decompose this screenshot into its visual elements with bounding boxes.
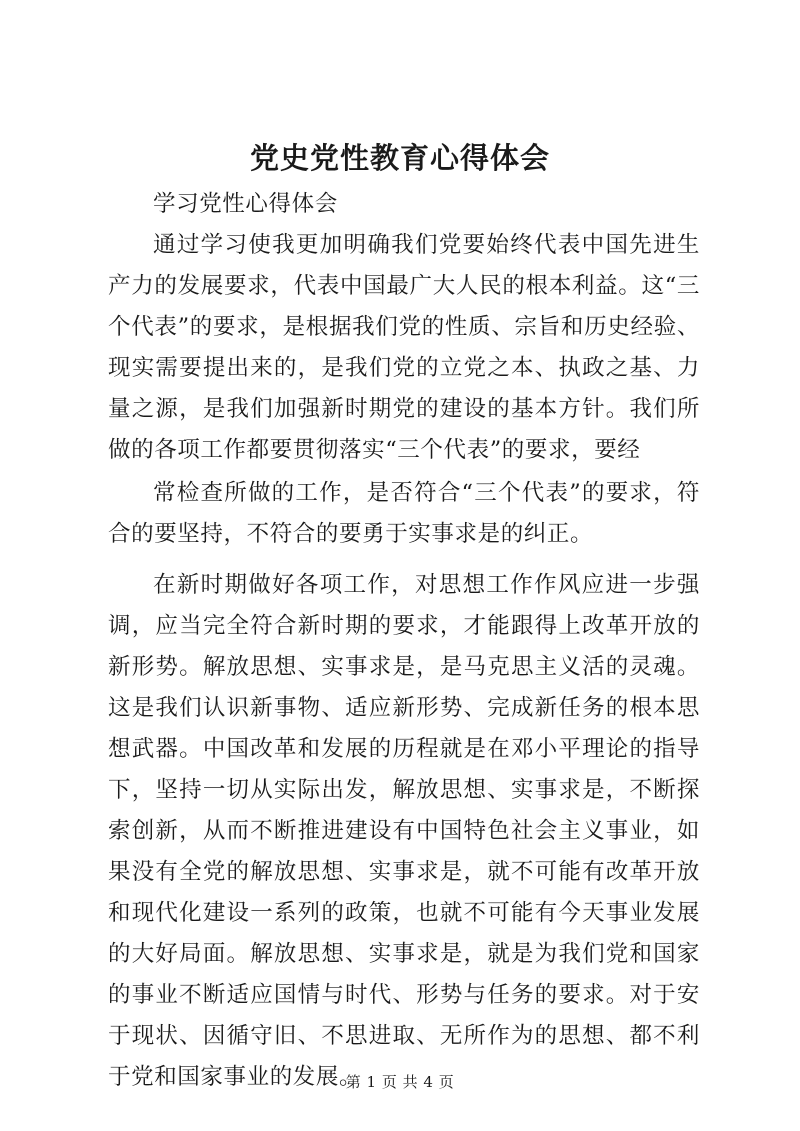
page-number: 第 1 页 共 4 页 (345, 1073, 455, 1091)
document-title: 党史党性教育心得体会 (249, 141, 550, 175)
paragraph-1: 通过学习使我更加明确我们党要始终代表中国先进生产力的发展要求，代表中国最广大人民的根本利益。这“三个代表”的要求，是根据我们党的性质、宗旨和历史经验、现实需要提出来的，是我们党的立党之本、执政之基、力量之源，是我们加强新时期党的建设的基本方针。我们所做的各项工作都要贯彻落实“三个代表”的要求，要经 (108, 232, 700, 463)
paragraph-2: 常检查所做的工作，是否符合“三个代表”的要求，符合的要坚持，不符合的要勇于实事求是的纠正。 (108, 480, 700, 547)
document-body (108, 184, 700, 1098)
paragraph-3: 在新时期做好各项工作，对思想工作作风应进一步强调，应当完全符合新时期的要求，才能跟得上改革开放的新形势。解放思想、实事求是，是马克思主义活的灵魂。这是我们认识新事物、适应新形势、完成新任务的根本思想武器。中国改革和发展的历程就是在邓小平理论的指导下，坚持一切从实际出发，解放思想、实事求是，不断探索创新，从而不断推进建设有中国特色社会主义事业，如果没有全党的解放思想、实事求是，就不可能有改革开放和现代化建设一系列的政策，也就不可能有今天事业发展的大好局面。解放思想、实事求是，就是为我们党和国家的事业不断适应国情与时代、形势与任务的要求。对于安于现状、因循守旧、不思进取、无所作为的思想、都不利于党和国家事业的发展。 (108, 572, 700, 1090)
paragraph-subtitle: 学习党性心得体会 (153, 191, 338, 217)
